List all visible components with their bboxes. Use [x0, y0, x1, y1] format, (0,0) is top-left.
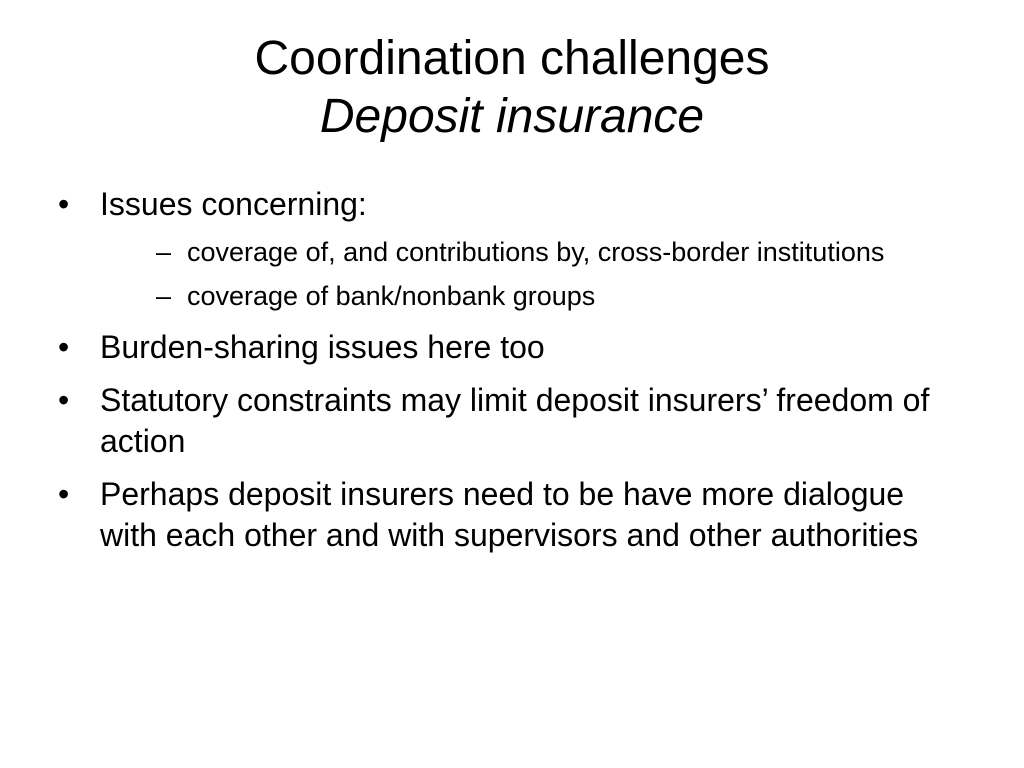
bullet-text: Statutory constraints may limit deposit insurers’ freedom of action	[100, 382, 930, 459]
bullet-dialogue	[58, 474, 958, 556]
bullet-issues-concerning	[58, 184, 958, 315]
bullet-marker: •	[58, 476, 70, 512]
bullet-marker: •	[58, 382, 70, 418]
bullet-text: Issues concerning:	[100, 186, 367, 222]
sub-bullet-groups	[156, 277, 958, 315]
sub-bullet-marker: –	[156, 237, 172, 267]
bullet-text: Perhaps deposit insurers need to be have more dialogue with each other and with supervisors and other authorities	[100, 476, 919, 553]
sub-bullet-marker: –	[156, 281, 172, 311]
bullet-text: Burden-sharing issues here too	[100, 329, 545, 365]
slide-subtitle: Deposit insurance	[319, 90, 705, 143]
bullet-marker: •	[58, 329, 70, 365]
sub-bullet-text: coverage of bank/nonbank groups	[187, 281, 596, 311]
bullet-burden-sharing	[58, 327, 958, 368]
sub-bullet-cross-border	[156, 233, 958, 271]
slide-title: Coordination challenges	[254, 32, 770, 85]
bullet-statutory-constraints	[58, 380, 958, 462]
bullet-list	[58, 184, 958, 568]
bullet-marker: •	[58, 186, 70, 222]
sub-bullet-list	[100, 233, 958, 315]
sub-bullet-text: coverage of, and contributions by, cross-border institutions	[187, 237, 885, 267]
slide-title-block	[0, 30, 1024, 146]
